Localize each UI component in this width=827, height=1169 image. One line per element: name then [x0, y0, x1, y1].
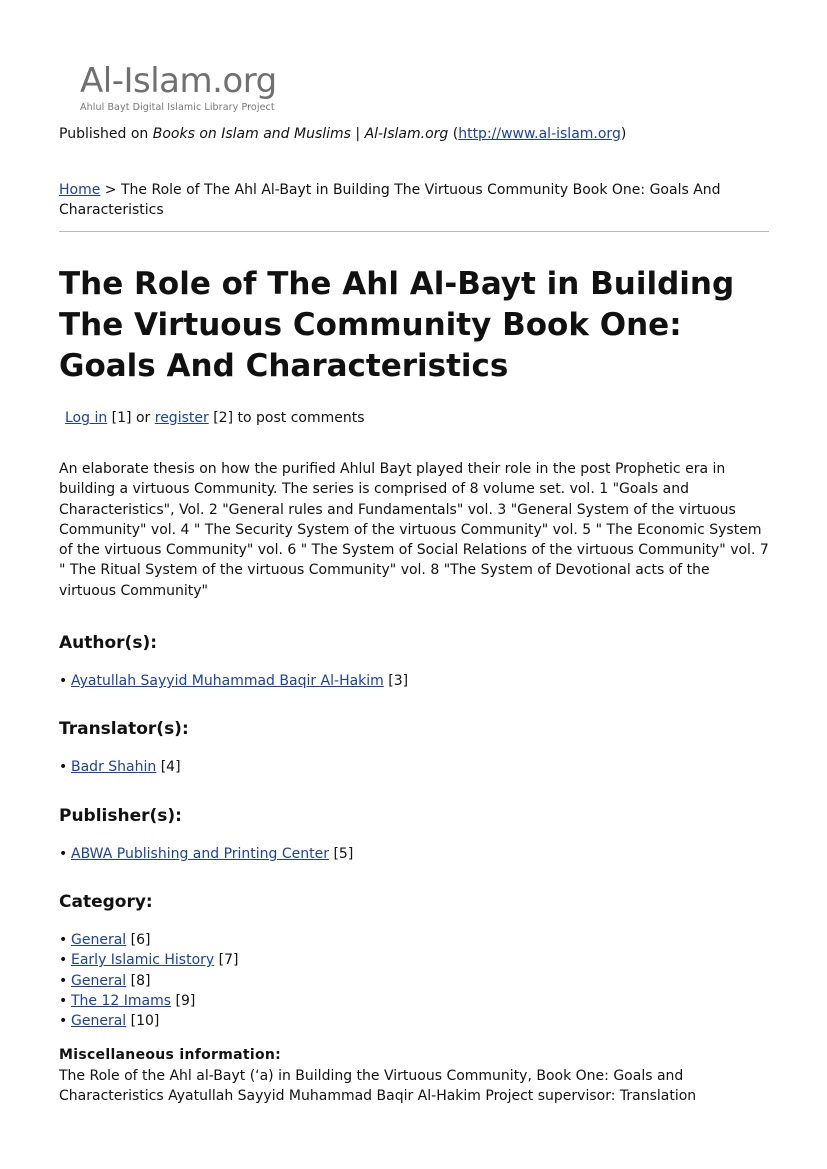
category-list [59, 930, 238, 1031]
page-title: The Role of The Ahl Al-Bayt in Building The Virtuous Community Book One: Goals And Characteristics [59, 266, 735, 384]
register-ref: [2] [213, 410, 234, 426]
translator-link[interactable]: Badr Shahin [71, 759, 157, 775]
published-prefix: Published on [59, 126, 149, 142]
list-item [59, 1011, 238, 1031]
author-ref: [3] [388, 673, 409, 689]
login-link[interactable]: Log in [65, 410, 108, 426]
category-ref: [7] [218, 952, 239, 969]
divider [59, 231, 769, 232]
list-item [59, 930, 238, 950]
list-item [59, 991, 238, 1011]
category-ref: [9] [175, 992, 196, 1009]
category-link[interactable]: General [71, 1013, 127, 1030]
misc-text: The Role of the Ahl al-Bayt (‘a) in Building the Virtuous Community, Book One: Goals and Characteristics Ayatullah Sayyid Muhammad Baqir Al-Hakim Project supervisor: Translation [59, 1068, 697, 1105]
translators-heading: Translator(s): [59, 719, 189, 739]
authors-heading: Author(s): [59, 633, 158, 653]
translators-list [59, 757, 181, 777]
authors-list [59, 671, 408, 691]
comments-or: or [135, 410, 151, 426]
translator-ref: [4] [160, 759, 181, 775]
site-logo [80, 61, 320, 118]
login-ref: [1] [111, 410, 132, 426]
comments-suffix: to post comments [237, 410, 365, 426]
breadcrumb [59, 180, 759, 220]
logo-subtitle: Ahlul Bayt Digital Islamic Library Project [80, 102, 275, 113]
category-link[interactable]: The 12 Imams [71, 992, 172, 1009]
publishers-list [59, 844, 353, 864]
published-site-name: Books on Islam and Muslims | Al-Islam.org [152, 126, 449, 142]
publisher-link[interactable]: ABWA Publishing and Printing Center [71, 846, 330, 862]
list-item [59, 757, 181, 777]
publishers-heading: Publisher(s): [59, 806, 182, 826]
comment-links [65, 410, 365, 426]
published-line [59, 126, 626, 142]
category-link[interactable]: General [71, 972, 127, 989]
category-ref: [10] [130, 1013, 160, 1030]
published-close-paren: ) [620, 126, 627, 142]
breadcrumb-current: The Role of The Ahl Al-Bayt in Building The Virtuous Community Book One: Goals And Characteristics [59, 182, 721, 218]
list-item [59, 671, 408, 691]
list-item [59, 971, 238, 991]
published-site-url-link[interactable]: http://www.al-islam.org [458, 126, 621, 142]
category-heading: Category: [59, 892, 153, 912]
misc-heading: Miscellaneous information: [59, 1047, 282, 1063]
logo-wordmark: Al-Islam.org [80, 61, 277, 101]
author-link[interactable]: Ayatullah Sayyid Muhammad Baqir Al-Hakim [71, 673, 384, 689]
published-open-paren: ( [452, 126, 459, 142]
category-link[interactable]: General [71, 932, 127, 948]
breadcrumb-separator: > [104, 182, 117, 198]
category-link[interactable]: Early Islamic History [71, 952, 215, 969]
register-link[interactable]: register [154, 410, 209, 426]
list-item [59, 950, 238, 970]
publisher-ref: [5] [333, 846, 354, 862]
book-description: An elaborate thesis on how the purified Ahlul Bayt played their role in the post Prophetic era in building a virtuous Community. The series is comprised of 8 volume set. vol. 1 "Goals and Characteristics", Vol. 2 "General rules and Fundamentals" vol. 3 "General System of the virtuous Community" vol. 4 " The Security System of the virtuous Community" vol. 5 " The Economic System of the virtuous Community" vol. 6 " The System of Social Relations of the virtuous Community" vol. 7 " The Ritual System of the virtuous Community" vol. 8 "The System of Devotional acts of the virtuous Community" [59, 461, 769, 599]
category-ref: [6] [130, 932, 151, 948]
category-ref: [8] [130, 972, 151, 989]
list-item [59, 844, 353, 864]
breadcrumb-home-link[interactable]: Home [59, 182, 101, 198]
